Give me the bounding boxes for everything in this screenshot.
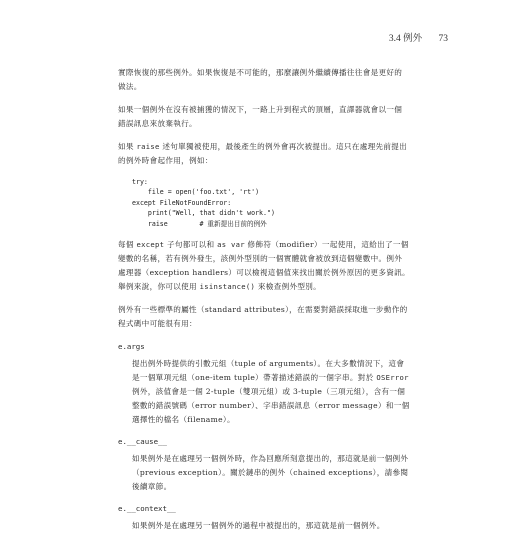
section-title: 3.4 例外 <box>388 34 423 44</box>
paragraph-4-text-a: 每個 <box>118 240 137 250</box>
code-line: except FileNotFoundError: <box>132 198 232 207</box>
paragraph-3 <box>118 140 410 168</box>
paragraph-4 <box>118 238 410 294</box>
definition-body-cause: 如果例外是在處理另一個例外時，作為回應所刻意提出的，那這就是前一個例外（previous exception）。關於鏈串的例外（chained exceptions），請參閱後續章節。 <box>132 454 409 492</box>
definition-text-a: 提出例外時提供的引數元組（tuple of arguments）。在大多數情況下，這會是一個單項元組（one-item tuple）帶著描述錯誤的一個字串。對於 <box>132 359 405 383</box>
inline-code-except: except <box>136 240 165 250</box>
code-line: try: <box>132 178 148 186</box>
code-line: print("Well, that didn't work.") <box>132 209 275 218</box>
definition-text-b: 例外，該值會是一個 2-tuple（雙項元組）或 3-tuple（三項元組），含有一個整數的錯誤號碼（error number）、字串錯誤訊息（error message）和一個選擇性的檔名（filename）。 <box>132 387 410 425</box>
paragraph-4-text-d: 來檢查例外型別。 <box>255 282 322 292</box>
definition-body-args <box>132 357 410 427</box>
code-line: raise # 重新提出目前的例外 <box>132 219 267 228</box>
definition-term-context: e.__context__ <box>118 504 176 514</box>
paragraph-4-text-c: 修飾符（modifier）一起使用，這給出了一個變數的名稱，若有例外發生，該例外型別的一個實體就會被放到這個變數中。例外處理器（exception handlers）可以檢視這個值來找出關於例外原因的更多資訊。舉例來說，你可以使用 <box>118 240 410 292</box>
definition-term-cause: e.__cause__ <box>118 437 167 447</box>
inline-code-as-var: as var <box>217 240 245 250</box>
inline-code-raise: raise <box>136 142 160 151</box>
running-header <box>389 30 448 44</box>
code-block <box>132 177 410 229</box>
definition-body-context: 如果例外是在處理另一個例外的過程中被提出的，那這就是前一個例外。 <box>132 521 385 531</box>
page-number: 73 <box>438 34 448 44</box>
paragraph-3-text-b: 述句單獨被使用，最後產生的例外會再次被提出。這只在處理先前提出的例外時會起作用，例如： <box>118 142 408 165</box>
paragraph-3-text-a: 如果 <box>118 142 137 151</box>
paragraph-4-text-b: 子句都可以和 <box>164 240 218 250</box>
paragraph-1: 實際恢復的那些例外。如果恢復是不可能的，那麼讓例外繼續傳播往往會是更好的做法。 <box>118 68 403 91</box>
definition-term-args: e.args <box>118 342 145 352</box>
code-line: file = open('foo.txt', 'rt') <box>132 188 260 197</box>
inline-code-isinstance: isinstance() <box>199 282 256 292</box>
page-body <box>118 66 410 541</box>
paragraph-5: 例外有一些標準的屬性（standard attributes），在需要對錯誤採取進一步動作的程式碼中可能很有用： <box>118 305 408 329</box>
paragraph-2: 如果一個例外在沒有被捕獲的情況下，一路上升到程式的頂層，直譯器就會以一個錯誤訊息來放棄執行。 <box>118 105 403 128</box>
inline-code-oserror: OSError <box>376 373 409 383</box>
